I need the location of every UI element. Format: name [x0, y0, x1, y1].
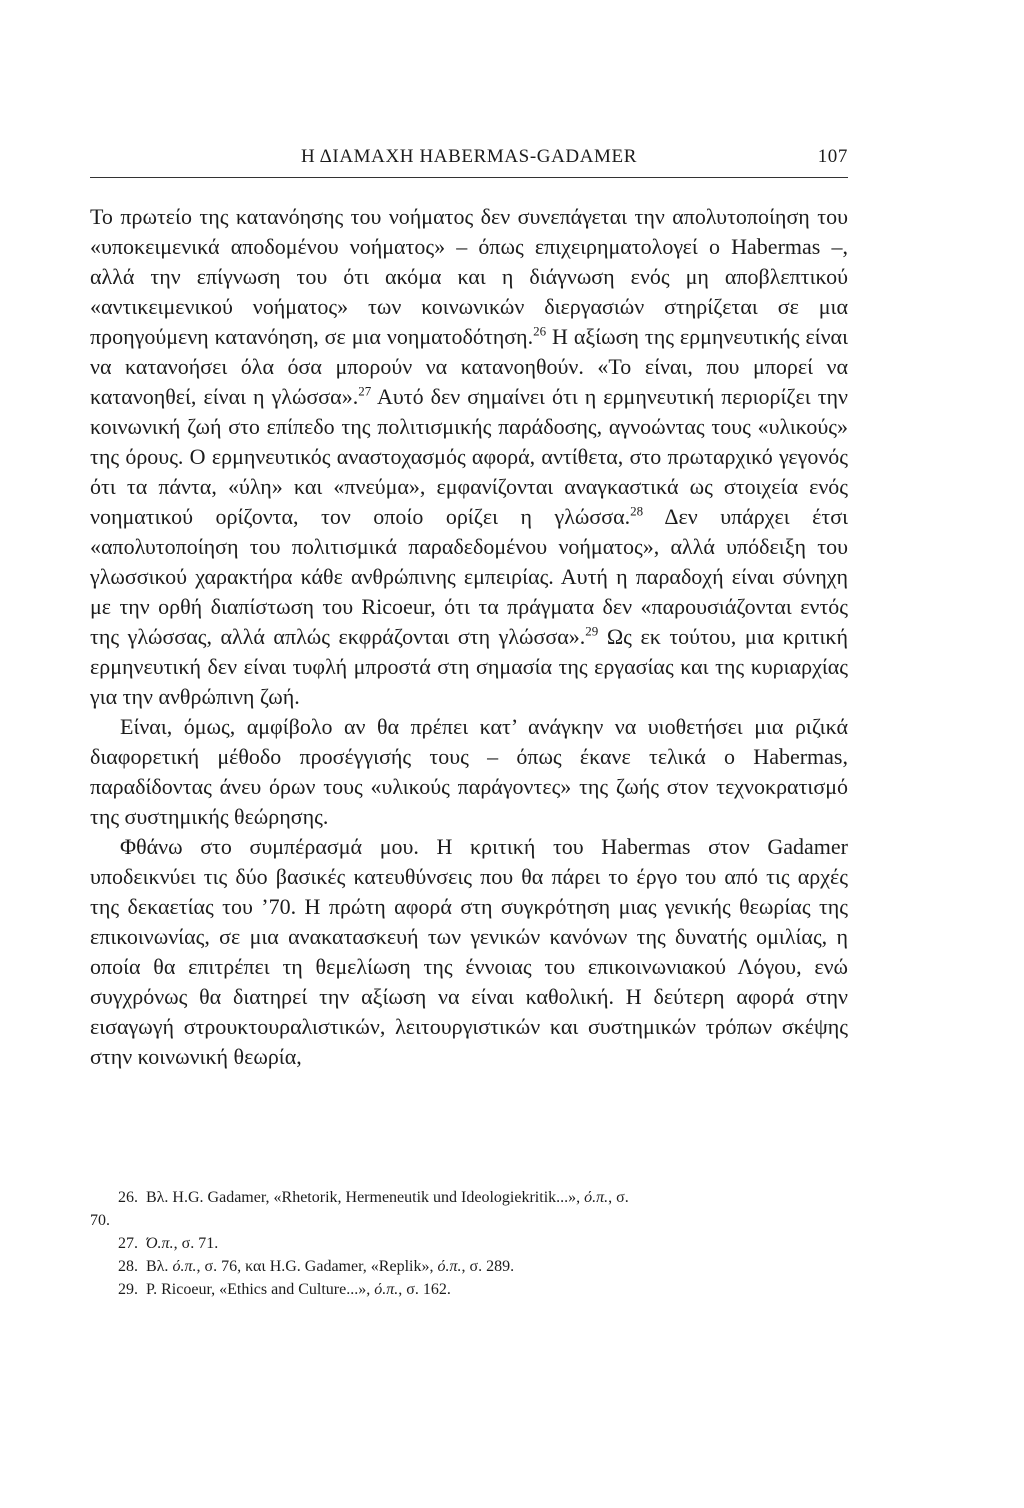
paragraph-text: Το πρωτείο της κατανόησης του νοήματος δεν συνεπάγεται την απολυτοποίηση του «υποκειμενικά αποδομένου νοήματος» – όπως επιχειρηματολογεί ο Habermas –, αλλά την επίγνωση του ότι ακόμα και η διάγνωση ενός μη αποβλεπτικού «αντικειμενικού νοήματος» των κοινωνικών διεργασιών στηρίζεται σε μια προηγούμενη κατανόηση, σε μια νοηματοδότηση. [90, 204, 848, 349]
footnote-text: Ό.π. [146, 1235, 174, 1252]
footnote-continuation: 70. [90, 1212, 110, 1229]
footnote-number: 27. [118, 1235, 138, 1252]
paragraph-text: Αυτό δεν σημαίνει ότι η ερμηνευτική περιορίζει την κοινωνική ζωή στο επίπεδο της πολιτισμικής παράδοσης, αγνοώντας τους «υλικούς» της όρους. Ο ερμηνευτικός αναστοχασμός αφορά, αντίθετα, στο πρωταρχικό γεγονός ότι τα πάντα, «ύλη» και «πνεύμα», εμφανίζονται αναγκαστικά ως στοιχεία ενός νοηματικού ορίζοντα, τον οποίο ορίζει η γλώσσα. [90, 384, 849, 529]
footnote-text: , σ. 162. [398, 1281, 451, 1298]
header-rule [90, 177, 848, 178]
footnote [90, 1232, 848, 1255]
footnote-text: , σ. 71. [173, 1235, 219, 1252]
footnote-text: P. Ricoeur, «Ethics and Culture...», [146, 1281, 375, 1298]
page-number: 107 [817, 146, 848, 167]
footnote-number: 26. [118, 1189, 138, 1206]
body-paragraph [90, 712, 848, 832]
footnote-reference: 29 [585, 623, 599, 639]
footnote [90, 1186, 848, 1209]
footnote [90, 1278, 848, 1301]
paragraph-text: Η αξίωση της ερμηνευτικής είναι να κατανοήσει όλα όσα μπορούν να κατανοηθούν. «Το είναι, που μπορεί να κατανοηθεί, είναι η γλώσσα». [90, 324, 849, 409]
body-paragraph [90, 202, 848, 712]
footnote-text: , σ. [608, 1189, 629, 1206]
footnote-number: 29. [118, 1281, 138, 1298]
footnote-text: Βλ. H.G. Gadamer, «Rhetorik, Hermeneutik und Ideologiekritik...», [146, 1189, 585, 1206]
footnote-reference: 27 [358, 383, 372, 399]
footnote-reference: 26 [533, 323, 547, 339]
body-paragraph [90, 832, 848, 1072]
body-text [90, 202, 848, 1072]
book-page [90, 138, 849, 1298]
paragraph-text: Είναι, όμως, αμφίβολο αν θα πρέπει κατ’ ανάγκην να υιοθετήσει μια ριζικά διαφορετική μέθοδο προσέγγισής τους – όπως έκανε τελικά ο Habermas, παραδίδοντας άνευ όρων τους «υλικούς παράγοντες» της ζωής στον τεχνοκρατισμό της συστημικής θεώρησης. [90, 714, 848, 829]
footnote-text: , σ. 289. [461, 1258, 515, 1275]
footnote-text: Βλ. [146, 1258, 173, 1275]
footnote-text: ό.π. [584, 1189, 609, 1206]
footnote-number: 28. [118, 1258, 138, 1275]
footnote-text: , σ. 76, και H.G. Gadamer, «Replik», [196, 1258, 438, 1275]
paragraph-text: Ως εκ τούτου, μια κριτική ερμηνευτική δεν είναι τυφλή μπροστά στη σημασία της εργασίας και της κυριαρχίας για την ανθρώπινη ζωή. [90, 624, 848, 709]
paragraph-text: Δεν υπάρχει έτσι «απολυτοποίηση του πολιτισμικά παραδεδομένου νοήματος», αλλά υπόδειξη του γλωσσικού χαρακτήρα κάθε ανθρώπινης εμπειρίας. Αυτή η παραδοχή είναι σύνηχη με την ορθή διαπίστωση του Ricoeur, ότι τα πράγματα δεν «παρουσιάζονται εντός της γλώσσας, αλλά απλώς εκφράζονται στη γλώσσα». [90, 504, 848, 649]
footnote-text: ό.π. [172, 1258, 197, 1275]
paragraph-text: Φθάνω στο συμπέρασμά μου. Η κριτική του Habermas στον Gadamer υποδεικνύει τις δύο βασικές κατευθύνσεις που θα πάρει το έργο του από τις αρχές της δεκαετίας του ’70. Η πρώτη αφορά στη συγκρότηση μιας γενικής θεωρίας της επικοινωνίας, σε μια ανακατασκευή των γενικών κανόνων της δυνατής ομιλίας, η οποία θα επιτρέπει τη θεμελίωση της έννοιας του επικοινωνιακού Λόγου, ενώ συγχρόνως θα διατηρεί την αξίωση να είναι καθολική. Η δεύτερη αφορά στην εισαγωγή στρουκτουραλιστικών, λειτουργιστικών και συστημικών τρόπων σκέψης στην κοινωνική θεωρία, [90, 834, 848, 1069]
footnote-reference: 28 [630, 503, 644, 519]
footnote [90, 1255, 848, 1278]
footnote-text: ό.π. [374, 1281, 399, 1298]
footnotes [90, 1186, 848, 1301]
running-title: Η ΔΙΑΜΑΧΗ HABERMAS-GADAMER [300, 146, 638, 167]
running-head [90, 138, 848, 172]
footnote-text: ό.π. [437, 1258, 462, 1275]
